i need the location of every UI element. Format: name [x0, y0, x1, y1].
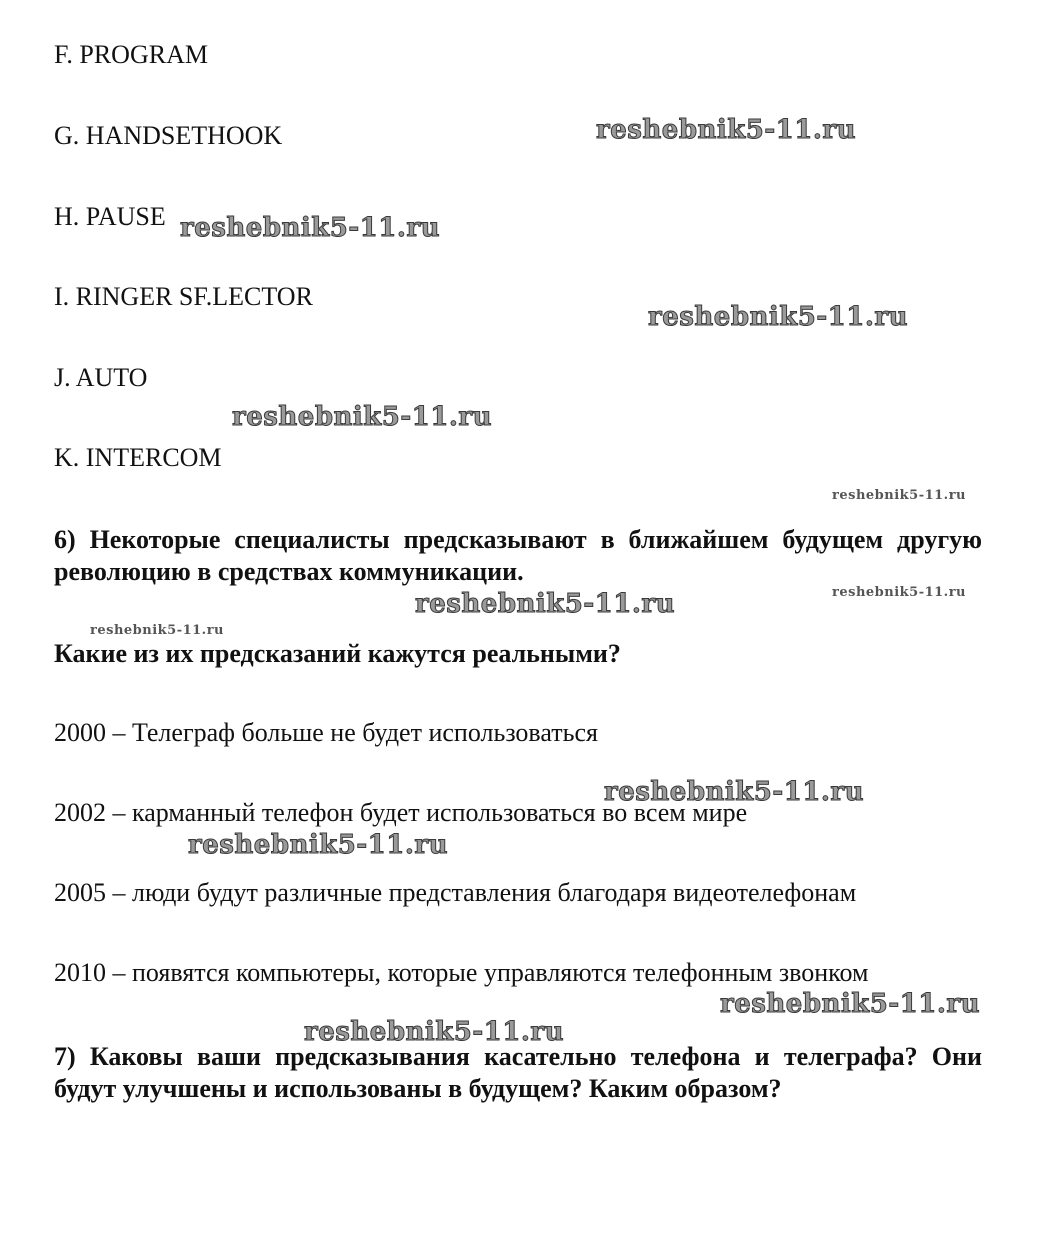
watermark: reshebnik5-11.ru	[720, 989, 981, 1019]
watermark: reshebnik5-11.ru	[604, 777, 865, 807]
list-item: K. INTERCOM	[54, 443, 222, 472]
list-item: J. AUTO	[54, 363, 148, 392]
watermark: reshebnik5-11.ru	[415, 589, 676, 619]
question-7: 7) Каковы ваши предсказывания касательно телефона и телеграфа? Они будут улучшены и использованы в будущем? Каким образом?	[54, 1042, 982, 1103]
list-item: G. HANDSETHOOK	[54, 121, 283, 150]
watermark: reshebnik5-11.ru	[304, 1017, 565, 1047]
watermark: reshebnik5-11.ru	[232, 402, 493, 432]
prediction-item: 2000 – Телеграф больше не будет использоваться	[54, 718, 598, 747]
watermark: reshebnik5-11.ru	[180, 213, 441, 243]
question-6: 6) Некоторые специалисты предсказывают в ближайшем будущем другую революцию в средствах коммуникации.	[54, 525, 982, 586]
prediction-item: 2005 – люди будут различные представления благодаря видеотелефонам	[54, 878, 857, 907]
list-item: I. RINGER SF.LECTOR	[54, 282, 313, 311]
prediction-item: 2002 – карманный телефон будет использоваться во всем мире	[54, 798, 748, 827]
prediction-item: 2010 – появятся компьютеры, которые управляются телефонным звонком	[54, 958, 869, 987]
watermark: reshebnik5-11.ru	[188, 830, 449, 860]
watermark: reshebnik5-11.ru	[832, 585, 967, 600]
list-item: F. PROGRAM	[54, 40, 208, 69]
watermark: reshebnik5-11.ru	[648, 302, 909, 332]
watermark: reshebnik5-11.ru	[832, 488, 967, 503]
list-item: H. PAUSE	[54, 202, 166, 231]
question-6-subquestion: Какие из их предсказаний кажутся реальными?	[54, 639, 621, 668]
watermark: reshebnik5-11.ru	[596, 115, 857, 145]
watermark: reshebnik5-11.ru	[90, 623, 225, 638]
